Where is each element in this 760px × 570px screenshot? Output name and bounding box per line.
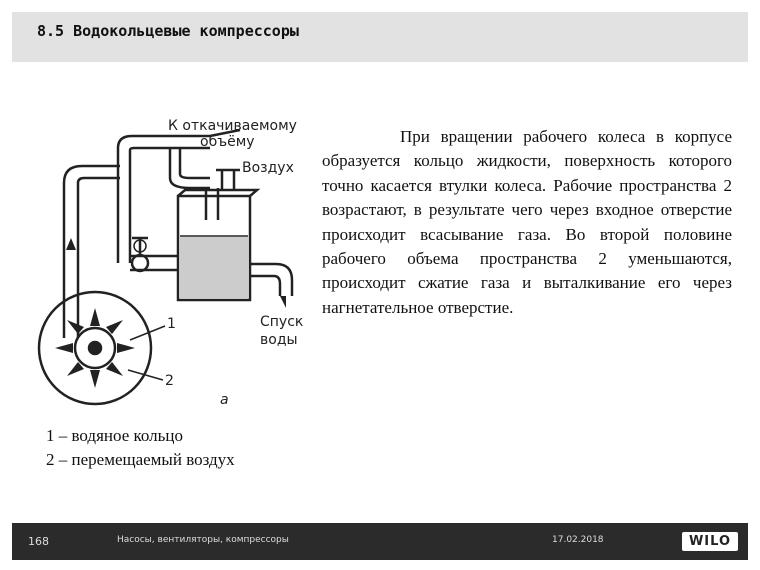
description-paragraph: При вращении рабочего колеса в корпусе образуется кольцо жидкости, поверхность которого точно касается втулки колеса. Рабочие пространства 2 возрастают, в результате чего через входное отверстие происходит всасывание газа. Во второй половине рабочего объема пространства 2 уменьшаются, происходит сжатие газа и выталкивание его через нагнетательное отверстие. <box>322 127 732 317</box>
diagram-label-a: а <box>220 392 229 408</box>
diagram-label-pumped-volume-line2: объёму <box>200 134 255 150</box>
compressor-diagram <box>20 108 320 413</box>
diagram-label-1: 1 <box>167 316 176 332</box>
title-bar <box>12 12 748 62</box>
legend-item-water-ring: 1 – водяное кольцо <box>46 426 183 445</box>
footer-bar <box>12 523 748 560</box>
footer-date: 17.02.2018 <box>552 535 604 545</box>
diagram-label-drain-line2: воды <box>260 332 298 348</box>
diagram-label-2: 2 <box>165 373 174 389</box>
diagram-label-air: Воздух <box>242 160 294 176</box>
wilo-logo: WILO <box>682 532 738 551</box>
course-title: Насосы, вентиляторы, компрессоры <box>117 535 289 545</box>
slide-title: 8.5 Водокольцевые компрессоры <box>37 22 299 40</box>
diagram-label-pumped-volume: К откачиваемому <box>168 118 297 134</box>
legend-item-air: 2 – перемещаемый воздух <box>46 450 235 469</box>
diagram-label-drain: Спуск <box>260 314 304 330</box>
legend <box>46 424 235 472</box>
page-number: 168 <box>28 535 49 548</box>
